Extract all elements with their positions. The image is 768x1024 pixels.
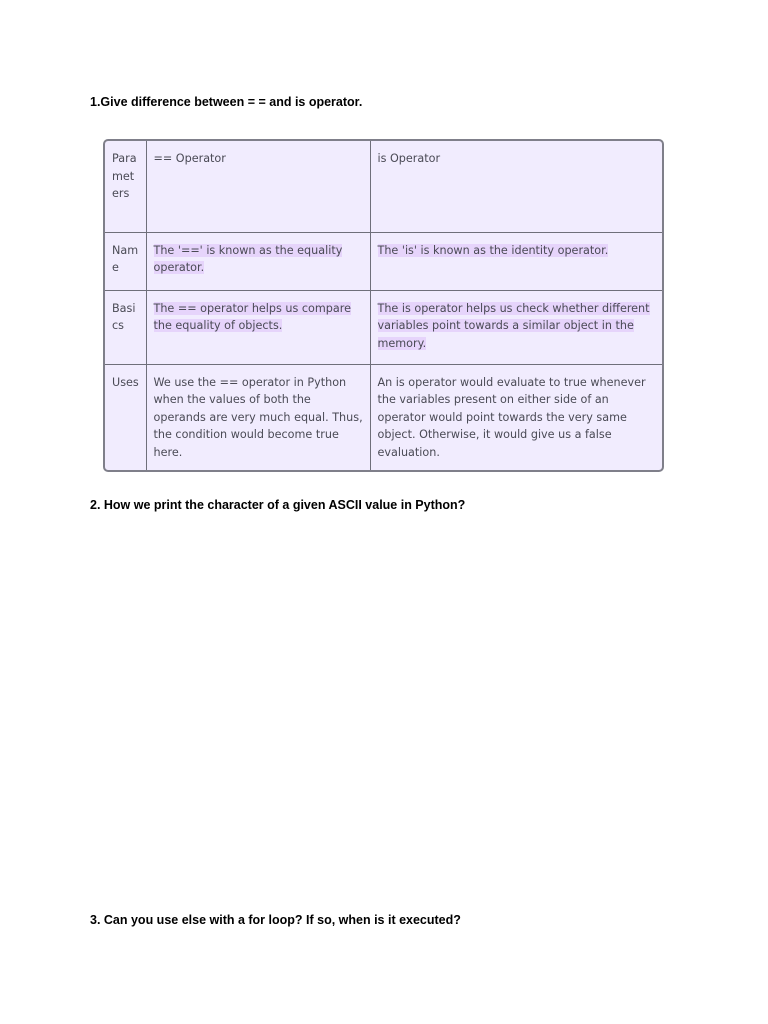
comparison-table	[103, 139, 664, 472]
header-parameters-cell: Parameters	[105, 141, 146, 232]
highlighted-text: The 'is' is known as the identity operator.	[377, 243, 609, 257]
row-label-cell: Uses	[105, 364, 146, 470]
equality-cell	[146, 290, 370, 364]
identity-cell	[370, 232, 662, 290]
table-row-name	[105, 232, 662, 290]
identity-cell: An is operator would evaluate to true whenever the variables present on either side of an operator would point towards the very same object. Otherwise, it would give us a false evaluation.	[370, 364, 662, 470]
equality-cell: We use the == operator in Python when the values of both the operands are very much equal. Thus, the condition would become true here.	[146, 364, 370, 470]
header-equality-operator-cell: == Operator	[146, 141, 370, 232]
equality-cell	[146, 232, 370, 290]
identity-cell	[370, 290, 662, 364]
comparison-table-grid	[105, 141, 662, 470]
question-2: 2. How we print the character of a given ASCII value in Python?	[90, 498, 466, 512]
highlighted-text: The '==' is known as the equality operator.	[153, 243, 343, 274]
highlighted-text: The is operator helps us check whether different variables point towards a similar object in the memory.	[377, 301, 650, 350]
row-label-cell: Basics	[105, 290, 146, 364]
header-is-operator-cell: is Operator	[370, 141, 662, 232]
table-row-basics	[105, 290, 662, 364]
row-label-cell: Name	[105, 232, 146, 290]
question-3: 3. Can you use else with a for loop? If so, when is it executed?	[90, 913, 461, 927]
table-header-row	[105, 141, 662, 232]
highlighted-text: The == operator helps us compare the equality of objects.	[153, 301, 351, 332]
table-row-uses	[105, 364, 662, 470]
question-1: 1.Give difference between = = and is operator.	[90, 95, 363, 109]
